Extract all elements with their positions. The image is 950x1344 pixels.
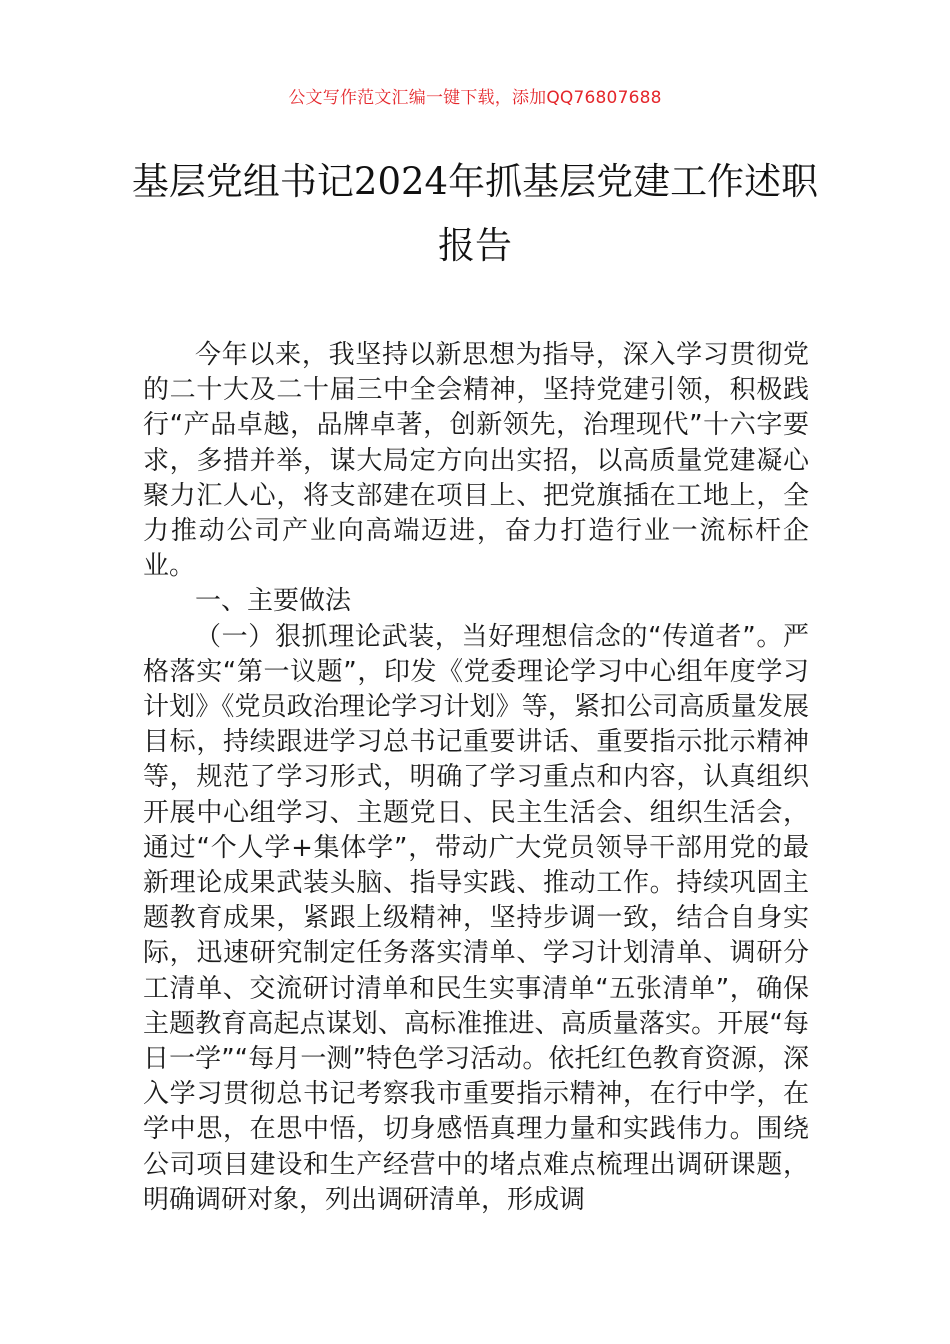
document-body (143, 338, 809, 1218)
section-heading-main-practices: 一、主要做法 (195, 586, 352, 617)
document-title-line-2: 报告 (438, 224, 512, 267)
download-promo-note: 公文写作范文汇编一键下载，添加QQ76807688 (288, 88, 662, 108)
document-title (120, 150, 830, 278)
document-title-line-1: 基层党组书记2024年抓基层党建工作述职 (131, 160, 819, 203)
intro-paragraph: 今年以来，我坚持以新思想为指导，深入学习贯彻党的二十大及二十届三中全会精神，坚持党建引领，积极践行“产品卓越，品牌卓著，创新领先，治理现代”十六字要求，多措并举，谋大局定方向出实招，以高质量党建凝心聚力汇人心，将支部建在项目上、把党旗插在工地上，全力推动公司产业向高端迈进，奋力打造行业一流标杆企业。 (143, 340, 809, 582)
body-paragraph-theory: （一）狠抓理论武装，当好理想信念的“传道者”。严格落实“第一议题”，印发《党委理论学习中心组年度学习计划》《党员政治理论学习计划》等，紧扣公司高质量发展目标，持续跟进学习总书记重要讲话、重要指示批示精神等，规范了学习形式，明确了学习重点和内容，认真组织开展中心组学习、主题党日、民主生活会、组织生活会，通过“个人学+集体学”，带动广大党员领导干部用党的最新理论成果武装头脑、指导实践、推动工作。持续巩固主题教育成果，紧跟上级精神，坚持步调一致，结合自身实际，迅速研究制定任务落实清单、学习计划清单、调研分工清单、交流研讨清单和民生实事清单“五张清单”，确保主题教育高起点谋划、高标准推进、高质量落实。开展“每日一学”“每月一测”特色学习活动。依托红色教育资源，深入学习贯彻总书记考察我市重要指示精神，在行中学，在学中思，在思中悟，切身感悟真理力量和实践伟力。围绕公司项目建设和生产经营中的堵点难点梳理出调研课题，明确调研对象，列出调研清单，形成调 (143, 621, 809, 1215)
